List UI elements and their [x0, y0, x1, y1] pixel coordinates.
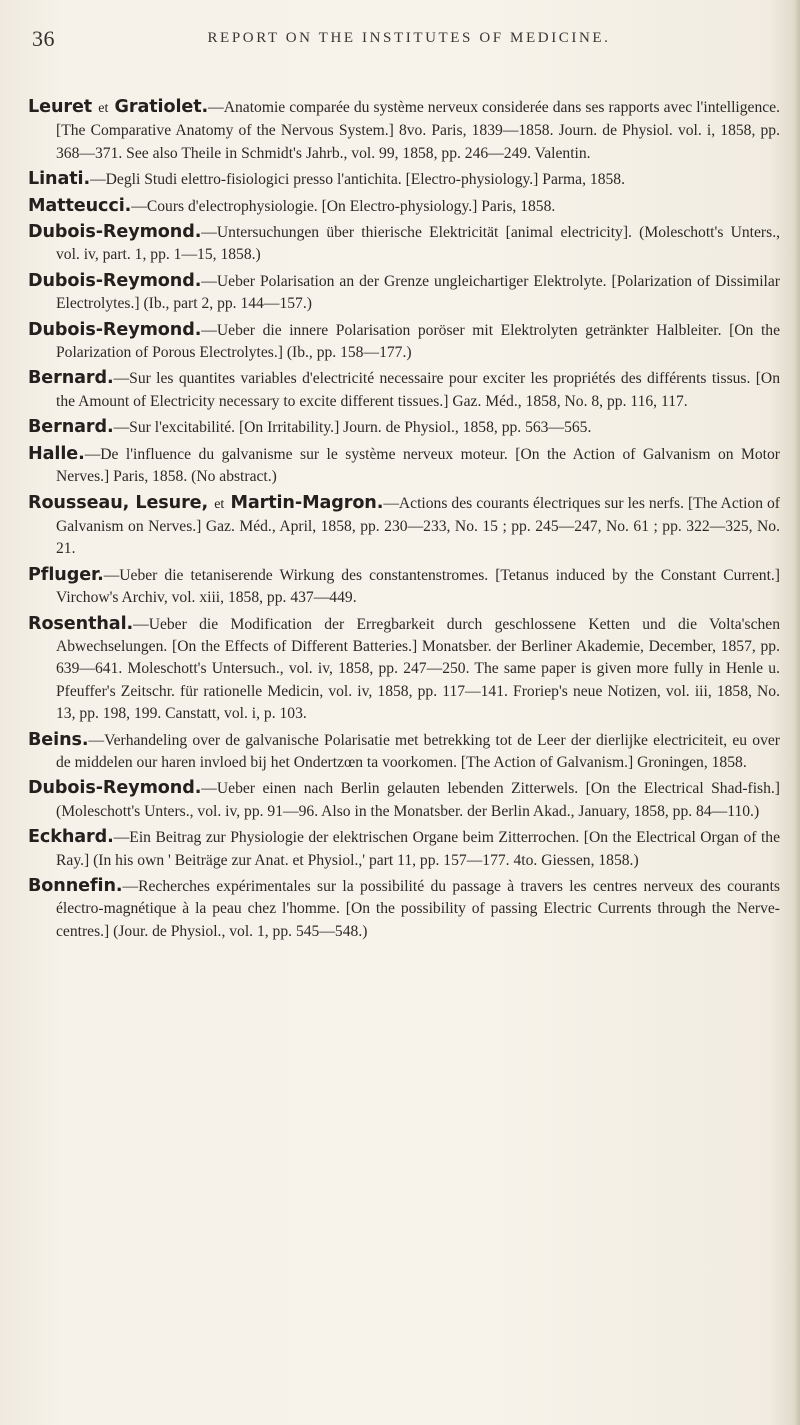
entry-text: —Untersuchungen über thierische Elektricität [animal electricity]. (Moleschott's Unters., vol. iv, part. 1, pp. 1—15, 1858.)	[56, 224, 780, 264]
page-number: 36	[32, 26, 55, 51]
entry-author: Pfluger.	[28, 564, 104, 585]
bibliography-entry	[28, 613, 780, 726]
entry-text: —Cours d'electrophysiologie. [On Electro-physiology.] Paris, 1858.	[131, 197, 556, 215]
entry-text: —Degli Studi elettro-fisiologici presso l'antichita. [Electro-physiology.] Parma, 1858.	[90, 171, 625, 189]
entry-text: —Ueber einen nach Berlin gelauten lebenden Zitterwels. [On the Electrical Shad-fish.] (Moleschott's Unters., vol. iv, pp. 91—96. Also in the Monatsber. der Berlin Akad., January, 1858, pp. 84—110.)	[56, 780, 780, 820]
entry-author: Bernard.	[28, 368, 114, 389]
entry-author: Dubois-Reymond.	[28, 319, 202, 340]
entry-author: Bernard.	[28, 417, 114, 438]
entry-author: Dubois-Reymond.	[28, 222, 202, 243]
bibliography-entry	[28, 729, 780, 775]
entry-text: —Sur les quantites variables d'electricité necessaire pour exciter les propriétés des différents tissus. [On the Amount of Electricity necessary to excite different tissues.] Gaz. Méd., 1858, No. 8, pp. 116, 117.	[56, 370, 780, 410]
entry-text: —Anatomie comparée du système nerveux considerée dans ses rapports avec l'intelligence. [The Comparative Anatomy of the Nervous System.] 8vo. Paris, 1839—1858. Journ. de Physiol. vol. i, 1858, pp. 368—371. See also Theile in Schmidt's Jahrb., vol. 99, 1858, pp. 246—249. Valentin.	[56, 99, 780, 162]
bibliography-entry	[28, 96, 780, 165]
bibliography-entry	[28, 367, 780, 413]
bibliography-entry	[28, 492, 780, 561]
entry-author: Rosenthal.	[28, 613, 134, 634]
bibliography-entry	[28, 168, 780, 191]
entry-author: Leuret et Gratiolet.	[28, 97, 209, 117]
bibliography-entry	[28, 416, 780, 439]
entry-text: —Verhandeling over de galvanische Polarisatie met betrekking tot de Leer der dierlijke electriciteit, eu over de middelen our haren invloed bij het Ondertzœn ta voorkomen. [The Action of Galvanism.] Groningen, 1858.	[56, 731, 780, 771]
bibliography-entry	[28, 777, 780, 823]
entry-text: —Ueber die innere Polarisation poröser mit Elektrolyten getränkter Halbleiter. [On the Polarization of Porous Electrolytes.] (Ib., pp. 158—177.)	[56, 321, 780, 362]
entry-author: Dubois-Reymond.	[28, 270, 202, 291]
entry-author: Linati.	[28, 169, 91, 190]
page-header	[32, 26, 774, 56]
bibliography-entry	[28, 195, 780, 218]
entry-author: Beins.	[28, 729, 89, 750]
entry-text: —Recherches expérimentales sur la possibilité du passage à travers les centres nerveux des courants électro-magnétique à la peau chez l'homme. [On the possibility of passing Electric Currents through the Nerve-centres.] (Jour. de Physiol., vol. 1, pp. 545—548.)	[56, 878, 780, 940]
entry-author: Dubois-Reymond.	[28, 778, 202, 799]
bibliography-entry	[28, 319, 780, 365]
entry-text: —Ueber die Modification der Erregbarkeit durch geschlossene Ketten und die Volta'schen Abwechselungen. [On the Effects of Different Batteries.] Monatsber. der Berliner Akademie, December, 1857, pp. 639—641. Moleschott's Untersuch., vol. iv, 1858, pp. 247—250. The same paper is given more fully in Henle u. Pfeuffer's Zeitschr. für rationelle Medicin, vol. iv, 1858, pp. 117—141. Froriep's neue Notizen, vol. iii, 1858, No. 13, pp. 198, 199. Canstatt, vol. i, p. 103.	[56, 615, 780, 723]
entry-author: Rousseau, Lesure, et Martin-Magron.	[28, 492, 384, 513]
running-head: REPORT ON THE INSTITUTES OF MEDICINE.	[207, 30, 611, 46]
bibliography-entry	[28, 221, 780, 267]
entry-text: —Sur l'excitabilité. [On Irritability.] Journ. de Physiol., 1858, pp. 563—565.	[113, 419, 592, 437]
entry-author: Halle.	[28, 443, 85, 464]
bibliography-entry	[28, 826, 780, 872]
bibliography-list	[28, 96, 780, 946]
entry-text: —Ueber die tetaniserende Wirkung des constantenstromes. [Tetanus induced by the Constant Current.] Virchow's Archiv, vol. xiii, 1858, pp. 437—449.	[56, 566, 780, 607]
bibliography-entry	[28, 443, 780, 489]
entry-text: —Actions des courants électriques sur les nerfs. [The Action of Galvanism on Nerves.] Gaz. Méd., April, 1858, pp. 230—233, No. 15 ; pp. 245—247, No. 61 ; pp. 322—325, No. 21.	[56, 494, 780, 558]
entry-author: Matteucci.	[28, 195, 132, 216]
entry-text: —De l'influence du galvanisme sur le système nerveux moteur. [On the Action of Galvanism on Motor Nerves.] Paris, 1858. (No abstract.)	[56, 445, 780, 486]
entry-author: Bonnefin.	[28, 876, 123, 896]
bibliography-entry	[28, 270, 780, 316]
entry-text: —Ein Beitrag zur Physiologie der elektrischen Organe beim Zitterrochen. [On the Electrical Organ of the Ray.] (In his own ' Beiträge zur Anat. et Physiol.,' part 11, pp. 157—177. 4to. Giessen, 1858.)	[56, 829, 780, 869]
entry-author: Eckhard.	[28, 827, 114, 848]
scan-edge-shadow	[794, 0, 800, 1425]
entry-text: —Ueber Polarisation an der Grenze ungleichartiger Elektrolyte. [Polarization of Dissimilar Electrolytes.] (Ib., part 2, pp. 144—157.)	[56, 272, 780, 313]
bibliography-entry	[28, 564, 780, 610]
bibliography-entry	[28, 875, 780, 943]
